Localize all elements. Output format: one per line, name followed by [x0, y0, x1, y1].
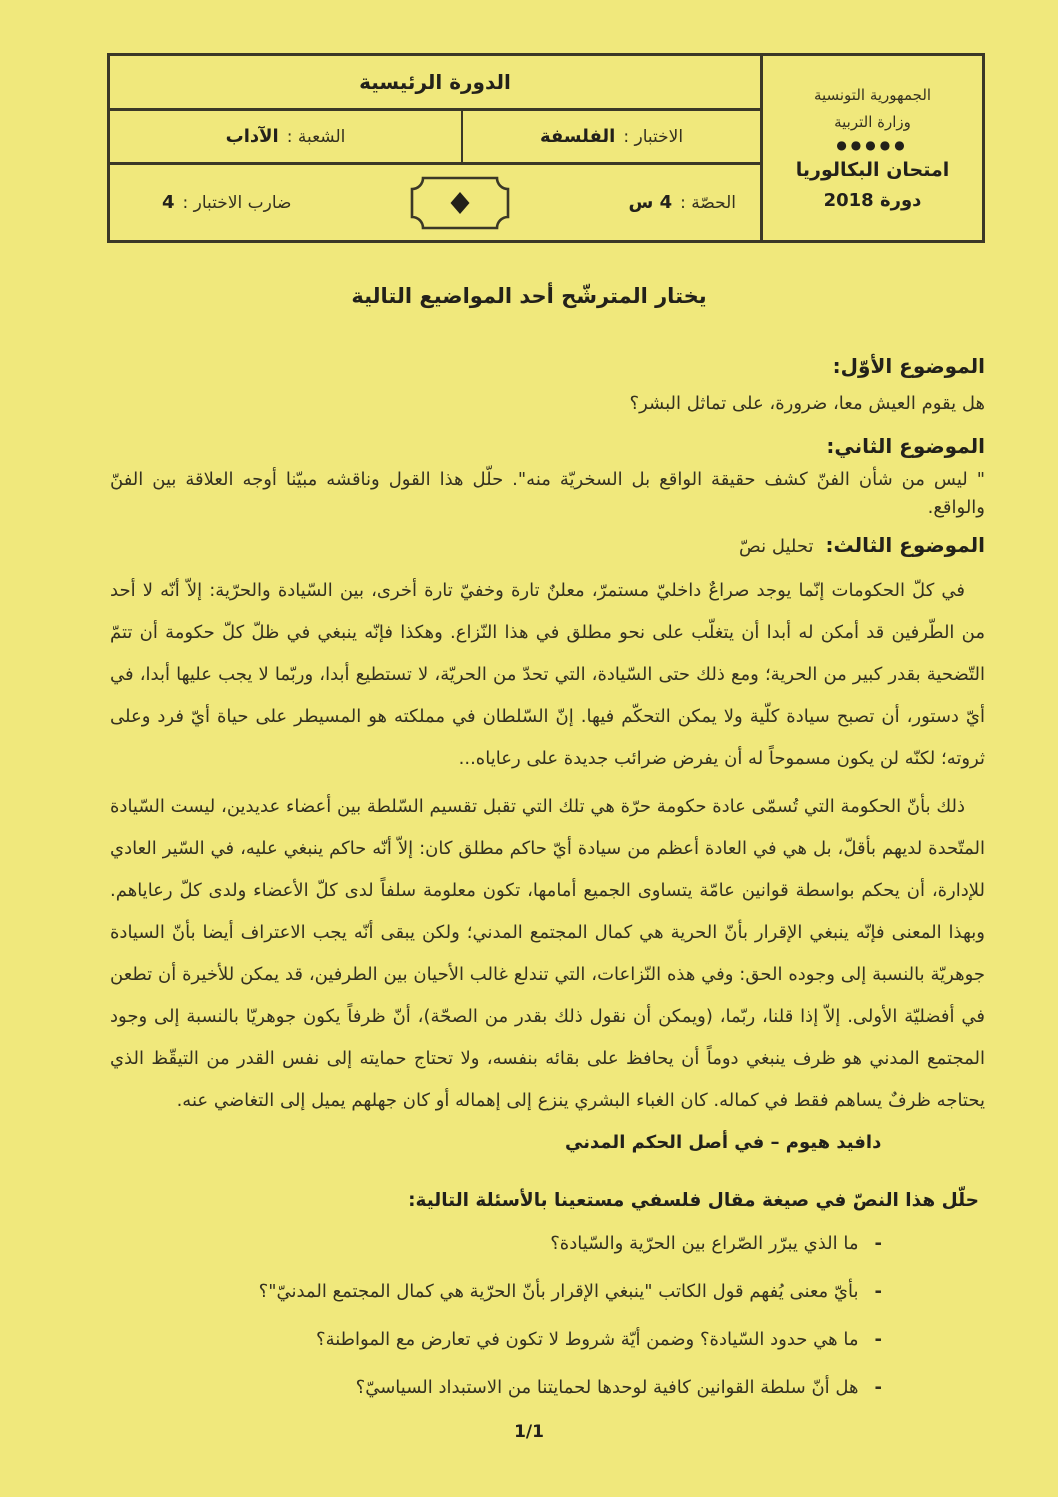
ministry-block: [760, 56, 982, 240]
session-year: دورة 2018: [823, 189, 922, 211]
exam-value: الفلسفة: [539, 126, 616, 147]
coefficient-value: 4: [162, 192, 175, 213]
text-attribution: [110, 1128, 985, 1158]
topic-1-body: هل يقوم العيش معا، ضرورة، على تماثل البشر؟: [629, 393, 985, 414]
question-item: [110, 1374, 985, 1402]
exam-header-table: [107, 53, 985, 243]
exam-subject-cell: [461, 111, 760, 162]
exam-info-grid: [110, 56, 760, 240]
topic-3-heading: الموضوع الثالث:: [825, 533, 985, 557]
dash-bullet: -: [874, 1233, 882, 1254]
question-item: [110, 1326, 985, 1354]
exam-label: الاختبار :: [623, 126, 684, 147]
section-label: الشعبة :: [286, 126, 346, 147]
question-1-text: ما الذي يبرّر الصّراع بين الحرّية والسّيادة؟: [550, 1233, 859, 1254]
question-item: [110, 1230, 985, 1258]
coefficient-cell: [162, 192, 291, 213]
text-paragraph-1: في كلّ الحكومات إنّما يوجد صراعٌ داخليّ مستمرّ، معلنٌ تارة وخفيّ تارة أخرى، بين السّيادة والحرّية: إلاّ أنّه لا أحد من الطّرفين قد أمكن له أبدا أن يتغلّب على نحو مطلق في هذا النّزاع. وهكذا فإنّه ينبغي في ظلّ كلّ حكومة أن تتمّ التّضحية بقدر كبير من الحرية؛ ومع ذلك حتى السّيادة، التي تحدّ من الحريّة، لا تستطيع أبدا، وربّما لا يجب عليها أبدا، في أيّ دستور، أن تصبح سيادة كلّية ولا يمكن التحكّم فيها. إنّ السّلطان في مملكته هو المسيطر على حياة أيّ فرد وعلى ثروته؛ لكنّه لن يكون مسموحاً له أن يفرض ضرائب جديدة على رعاياه...: [110, 580, 985, 769]
questions-list: [110, 1230, 985, 1402]
question-2-text: بأيّ معنى يُفهم قول الكاتب "ينبغي الإقرار بأنّ الحرّية هي كمال المجتمع المدنيّ"؟: [258, 1281, 859, 1302]
section-cell: [110, 111, 461, 162]
duration-coefficient-row: [110, 165, 760, 240]
topic-1-heading: الموضوع الأوّل:: [832, 354, 985, 378]
dash-bullet: -: [874, 1329, 882, 1350]
topic-3-heading-row: [110, 530, 985, 560]
page-number: 1/1: [514, 1422, 544, 1442]
dash-bullet: -: [874, 1281, 882, 1302]
topic-2-body: " ليس من شأن الفنّ كشف حقيقة الواقع بل السخريّة منه". حلّل هذا القول وناقشه مبيّنا أوجه العلاقة بين الفنّ والواقع.: [110, 469, 985, 518]
topic-2-heading: الموضوع الثاني:: [826, 434, 985, 458]
diamond-stamp-icon: [408, 174, 512, 232]
dash-bullet: -: [874, 1377, 882, 1398]
question-4-text: هل أنّ سلطة القوانين كافية لوحدها لحمايتنا من الاستبداد السياسيّ؟: [355, 1377, 859, 1398]
country-name: الجمهورية التونسية: [813, 85, 932, 104]
exam-name: امتحان البكالوريا: [795, 158, 950, 181]
questions-intro: حلّل هذا النصّ في صيغة مقال فلسفي مستعينا بالأسئلة التالية:: [408, 1190, 979, 1211]
author-and-source: دافيد هيوم – في أصل الحكم المدني: [565, 1132, 882, 1153]
coefficient-label: ضارب الاختبار :: [182, 192, 292, 213]
section-value: الآداب: [225, 126, 279, 147]
duration-cell: [628, 192, 736, 213]
document-title: يختار المترشّح أحد المواضيع التالية: [351, 284, 707, 308]
duration-value: 4 س: [628, 192, 673, 213]
separator-dots-icon: ●●●●●: [836, 137, 909, 152]
topic-3-subheading: تحليل نصّ: [739, 536, 814, 557]
session-title: الدورة الرئيسية: [110, 56, 760, 111]
exam-section-row: [110, 111, 760, 165]
duration-label: الحصّة :: [680, 192, 736, 213]
ministry-name: وزارة التربية: [834, 112, 911, 131]
question-item: [110, 1278, 985, 1306]
question-3-text: ما هي حدود السّيادة؟ وضمن أيّة شروط لا تكون في تعارض مع المواطنة؟: [316, 1329, 859, 1350]
text-paragraph-2: ذلك بأنّ الحكومة التي تُسمّى عادة حكومة حرّة هي تلك التي تقبل تقسيم السّلطة بين أعضاء عديدين، ليست السّيادة المتّحدة لديهم بأقلّ، بل هي في العادة أعظم من سيادة أيّ حاكم مطلق كان: إلاّ أنّه حاكم ينبغي عليه، في السّير العادي للإدارة، أن يحكم بواسطة قوانين عامّة يتساوى الجميع أمامها، تكون معلومة سلفاً لدى كلّ الأعضاء ولدى كلّ رعاياهم. وبهذا المعنى فإنّه ينبغي الإقرار بأنّ الحرية هي كمال المجتمع المدني؛ ولكن يبقى أنّه يجب الاعتراف أيضا بأنّ السيادة جوهريّة بالنسبة إلى وجوده الحق: وفي هذه النّزاعات، التي تندلع غالب الأحيان بين الطرفين، قد يمكن للأخيرة أن تطعن في أفضليّة الأولى. إلاّ إذا قلنا، ربّما، (ويمكن أن نقول ذلك بقدر من الصحّة)، أنّ ظرفاً يكون جوهريّا بالنسبة إلى وجود المجتمع المدني هو ظرف ينبغي دوماً أن يحافظ على بقائه بنفسه، ولا تحتاج حمايته إلى نفس القدر من التيقّظ الذي يحتاجه ظرفٌ يساهم فقط في كماله. كان الغباء البشري ينزع إلى إهماله أو كان جهلهم يميل إلى التغاضي عنه.: [110, 796, 985, 1111]
document-body: [110, 345, 985, 1422]
